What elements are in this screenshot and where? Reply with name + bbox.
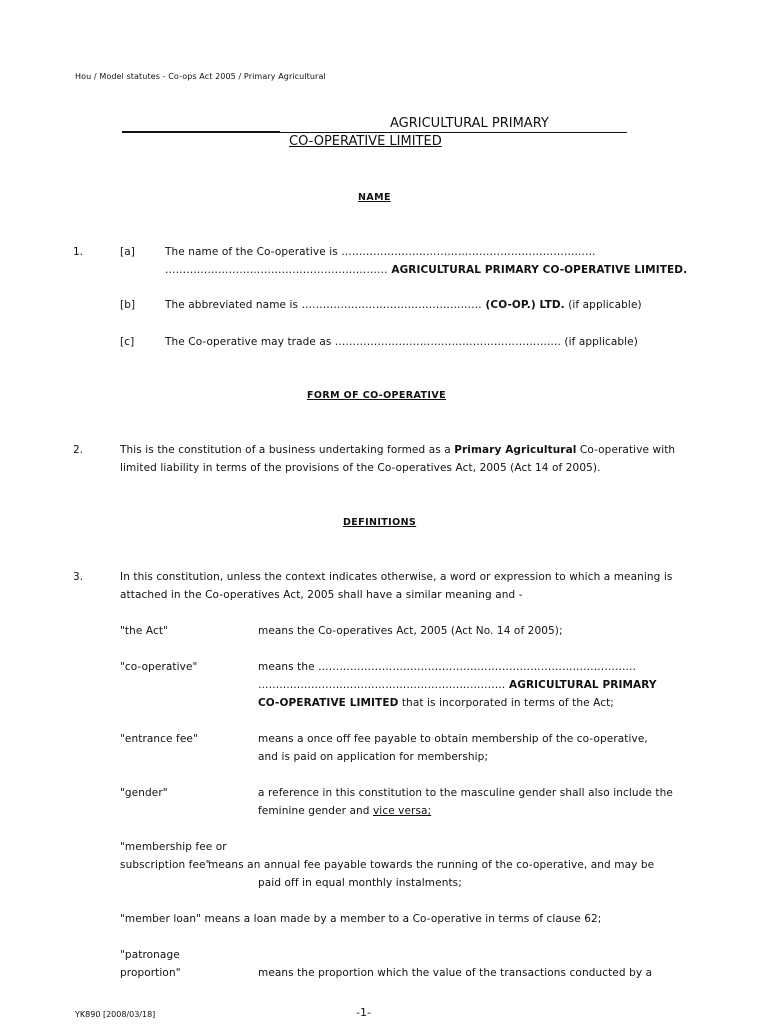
clause-2-line-2: limited liability in terms of the provisions of the Co-operatives Act, 2005 (Act 14 of 2005).: [120, 462, 601, 474]
definition-gender-vice-versa: vice versa;: [372, 805, 432, 817]
definition-term-gender: "gender": [120, 787, 168, 799]
definition-patronage-line-1: means the proportion which the value of the transactions conducted by a: [258, 967, 653, 979]
section-heading-name: NAME: [358, 192, 391, 203]
clause-1b-bold: (CO-OP.) LTD.: [481, 299, 565, 311]
definition-gender-line-1: a reference in this constitution to the masculine gender shall also include the: [258, 787, 673, 799]
definition-membership-fee-line-1: means an annual fee payable towards the running of the co-operative, and may be: [208, 859, 655, 871]
clause-1c-label: [c]: [120, 336, 135, 348]
clause-1c-tail: (if applicable): [560, 336, 638, 348]
clause-2-number: 2.: [73, 444, 84, 456]
clause-1a-dots: ………………………………………………………: [165, 264, 388, 276]
definition-term-patronage-2: proportion": [120, 967, 181, 979]
definition-term-membership-fee-1: "membership fee or: [120, 841, 227, 853]
section-heading-form: FORM OF CO-OPERATIVE: [307, 390, 446, 401]
clause-1c-line: [165, 336, 638, 348]
clause-1b-tail: (if applicable): [564, 299, 642, 311]
clause-1a-line-2: [165, 264, 687, 276]
clause-2-bold: Primary Agricultural: [454, 444, 577, 456]
definition-act: means the Co-operatives Act, 2005 (Act No. 14 of 2005);: [258, 625, 563, 637]
definition-cooperative-bold-1: AGRICULTURAL PRIMARY: [505, 679, 657, 691]
clause-1a-line-1: The name of the Co-operative is ………………………………………………………………: [165, 246, 596, 258]
clause-1c-text: The Co-operative may trade as ……………………………………………………….: [165, 336, 561, 348]
title-underline-1: [122, 132, 627, 133]
clause-3-line-2: attached in the Co-operatives Act, 2005 shall have a similar meaning and -: [120, 589, 523, 601]
clause-2-line-1: [120, 444, 675, 456]
definition-term-entrance-fee: "entrance fee": [120, 733, 198, 745]
definition-member-loan: "member loan" means a loan made by a member to a Co-operative in terms of clause 62;: [120, 913, 602, 925]
clause-1a-label: [a]: [120, 246, 135, 258]
clause-1b-label: [b]: [120, 299, 136, 311]
title-line-1: AGRICULTURAL PRIMARY: [390, 116, 549, 131]
definition-gender-pre: feminine gender and: [258, 805, 373, 817]
definition-cooperative-tail: that is incorporated in terms of the Act;: [398, 697, 614, 709]
definition-entrance-fee-line-1: means a once off fee payable to obtain membership of the co-operative,: [258, 733, 648, 745]
definition-term-membership-fee-2: subscription fee": [120, 859, 211, 871]
definition-cooperative-line-3: [258, 697, 614, 709]
clause-1b-line: [165, 299, 642, 311]
page-number: -1-: [356, 1006, 371, 1019]
document-header: Hou / Model statutes - Co-ops Act 2005 / Primary Agricultural: [75, 72, 326, 81]
clause-2-post: Co-operative with: [576, 444, 676, 456]
definition-term-act: "the Act": [120, 625, 169, 637]
section-heading-definitions: DEFINITIONS: [343, 517, 417, 528]
clause-1b-text: The abbreviated name is ……………………………………………: [165, 299, 482, 311]
clause-3-line-1: In this constitution, unless the context indicates otherwise, a word or expression to which a meaning is: [120, 571, 673, 583]
clause-1a-bold-name: AGRICULTURAL PRIMARY CO-OPERATIVE LIMITED.: [387, 264, 688, 276]
footer-reference: YK890 [2008/03/18]: [75, 1010, 156, 1019]
definition-membership-fee-line-2: paid off in equal monthly instalments;: [258, 877, 462, 889]
definition-cooperative-line-2: [258, 679, 657, 691]
definition-gender-line-2: [258, 805, 431, 817]
definition-entrance-fee-line-2: and is paid on application for membership;: [258, 751, 489, 763]
clause-2-pre: This is the constitution of a business undertaking formed as a: [120, 444, 455, 456]
clause-1-number: 1.: [73, 246, 84, 258]
definition-term-patronage-1: "patronage: [120, 949, 180, 961]
clause-3-number: 3.: [73, 571, 84, 583]
title-line-2: CO-OPERATIVE LIMITED: [289, 134, 442, 149]
definition-cooperative-dots: …………………………………………………………….: [258, 679, 506, 691]
definition-term-cooperative: "co-operative": [120, 661, 198, 673]
definition-cooperative-line-1: means the ………………………………………………………………………………: [258, 661, 637, 673]
definition-cooperative-bold-2: CO-OPERATIVE LIMITED: [258, 697, 399, 709]
